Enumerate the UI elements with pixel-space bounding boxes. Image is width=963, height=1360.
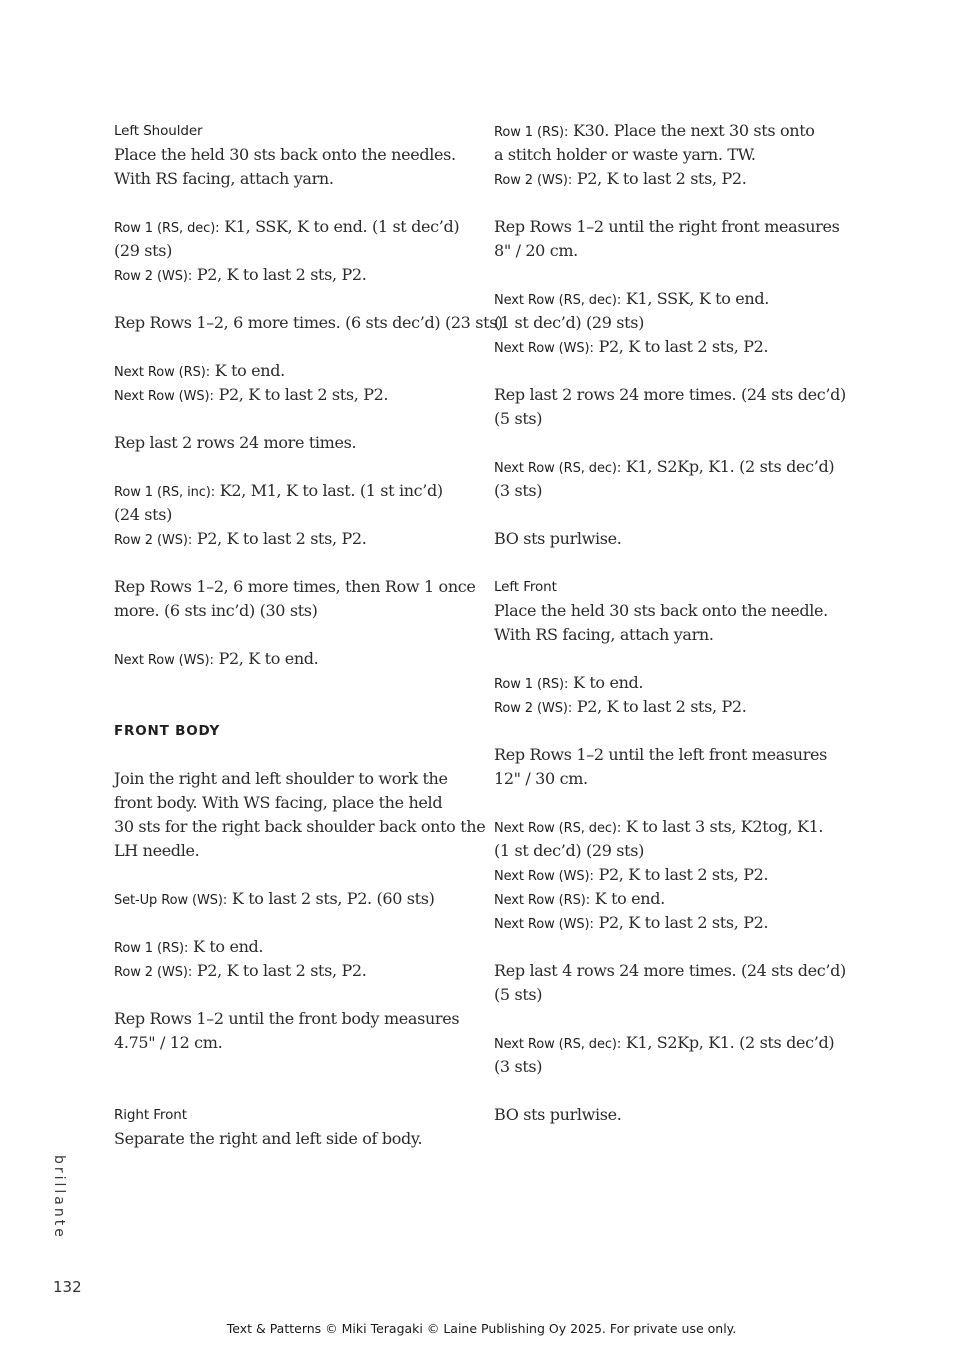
row-label: Row 2 (WS): xyxy=(114,269,193,284)
right-front-heading: Right Front xyxy=(114,1107,187,1123)
instruction-line: 12" / 30 cm. xyxy=(494,769,588,788)
instruction-row xyxy=(494,287,769,311)
instruction-row xyxy=(494,119,815,143)
instruction-line: (3 sts) xyxy=(494,481,543,500)
instruction-line: more. (6 sts inc’d) (30 sts) xyxy=(114,601,318,620)
side-brand-text: brillante xyxy=(51,1155,67,1240)
instruction-row xyxy=(114,383,388,407)
instruction-line: (1 st dec’d) (29 sts) xyxy=(494,841,644,860)
instruction-line: Rep Rows 1–2 until the left front measures xyxy=(494,745,827,764)
row-label: Next Row (WS): xyxy=(494,341,594,356)
instruction-line: Rep Rows 1–2 until the right front measures xyxy=(494,217,840,236)
row-text: K1, SSK, K to end. (1 st dec’d) xyxy=(219,217,460,236)
row-label: Row 2 (WS): xyxy=(494,701,573,716)
instruction-row xyxy=(494,815,823,839)
instruction-row xyxy=(494,863,768,887)
row-label: Row 1 (RS): xyxy=(494,677,569,692)
row-text: P2, K to last 2 sts, P2. xyxy=(572,169,747,188)
instruction-line: front body. With WS facing, place the held xyxy=(114,793,443,812)
row-text: P2, K to last 2 sts, P2. xyxy=(213,385,389,404)
instruction-line: BO sts purlwise. xyxy=(494,529,622,548)
instruction-line: With RS facing, attach yarn. xyxy=(114,169,334,188)
instruction-line: Join the right and left shoulder to work the xyxy=(114,769,448,788)
row-text: K1, SSK, K to end. xyxy=(621,289,769,308)
instruction-line: BO sts purlwise. xyxy=(494,1105,622,1124)
side-brand xyxy=(47,1155,71,1245)
instruction-line: 4.75" / 12 cm. xyxy=(114,1033,223,1052)
row-label: Next Row (WS): xyxy=(114,389,214,404)
instruction-row xyxy=(494,671,643,695)
instruction-line: (1 st dec’d) (29 sts) xyxy=(494,313,644,332)
instruction-row xyxy=(494,695,746,719)
front-body-heading: FRONT BODY xyxy=(114,723,221,739)
row-text: P2, K to end. xyxy=(213,649,319,668)
row-label: Next Row (RS): xyxy=(114,365,210,380)
row-text: K2, M1, K to last. (1 st inc’d) xyxy=(215,481,443,500)
instruction-line: (5 sts) xyxy=(494,409,543,428)
row-text: P2, K to last 2 sts, P2. xyxy=(192,529,367,548)
row-label: Row 1 (RS, dec): xyxy=(114,221,220,236)
instruction-row xyxy=(494,455,834,479)
instruction-line: (29 sts) xyxy=(114,241,172,260)
row-text: P2, K to last 2 sts, P2. xyxy=(572,697,747,716)
instruction-line: Separate the right and left side of body. xyxy=(114,1129,423,1148)
instruction-line: Rep last 4 rows 24 more times. (24 sts dec’d) xyxy=(494,961,846,980)
instruction-row xyxy=(114,935,263,959)
row-text: K1, S2Kp, K1. (2 sts dec’d) xyxy=(621,457,835,476)
left-shoulder-heading: Left Shoulder xyxy=(114,123,203,139)
row-text: P2, K to last 2 sts, P2. xyxy=(593,865,769,884)
row-text: K to last 2 sts, P2. (60 sts) xyxy=(227,889,435,908)
instruction-line: a stitch holder or waste yarn. TW. xyxy=(494,145,756,164)
row-label: Next Row (WS): xyxy=(494,917,594,932)
row-label: Set-Up Row (WS): xyxy=(114,893,228,908)
instruction-line: Place the held 30 sts back onto the needles. xyxy=(114,145,456,164)
instruction-row xyxy=(114,479,443,503)
instruction-line: Rep Rows 1–2 until the front body measures xyxy=(114,1009,460,1028)
row-label: Next Row (RS, dec): xyxy=(494,461,622,476)
row-text: K to end. xyxy=(590,889,665,908)
instruction-line: Rep last 2 rows 24 more times. xyxy=(114,433,357,452)
row-label: Next Row (RS, dec): xyxy=(494,293,622,308)
row-label: Row 1 (RS): xyxy=(114,941,189,956)
instruction-row xyxy=(114,647,318,671)
row-text: P2, K to last 2 sts, P2. xyxy=(192,265,367,284)
instruction-row xyxy=(114,359,285,383)
row-label: Row 2 (WS): xyxy=(494,173,573,188)
row-text: K1, S2Kp, K1. (2 sts dec’d) xyxy=(621,1033,835,1052)
row-label: Next Row (RS, dec): xyxy=(494,1037,622,1052)
row-label: Row 1 (RS): xyxy=(494,125,569,140)
instruction-row xyxy=(494,167,746,191)
instruction-line: Place the held 30 sts back onto the needle. xyxy=(494,601,828,620)
instruction-line: (24 sts) xyxy=(114,505,172,524)
instruction-row xyxy=(114,263,366,287)
row-text: P2, K to last 2 sts, P2. xyxy=(593,337,769,356)
copyright-footer: Text & Patterns © Miki Teragaki © Laine Publishing Oy 2025. For private use only. xyxy=(226,1321,737,1336)
instruction-line: Rep last 2 rows 24 more times. (24 sts dec’d) xyxy=(494,385,846,404)
row-text: K to end. xyxy=(188,937,264,956)
row-text: K to end. xyxy=(210,361,285,380)
row-label: Row 2 (WS): xyxy=(114,533,193,548)
instruction-row xyxy=(494,887,665,911)
instruction-line: With RS facing, attach yarn. xyxy=(494,625,714,644)
instruction-line: 30 sts for the right back shoulder back onto the xyxy=(114,817,486,836)
instruction-row xyxy=(114,959,366,983)
instruction-row xyxy=(494,1031,834,1055)
instruction-row xyxy=(114,527,366,551)
instruction-line: LH needle. xyxy=(114,841,200,860)
instruction-line: Rep Rows 1–2, 6 more times, then Row 1 once xyxy=(114,577,476,596)
row-label: Row 2 (WS): xyxy=(114,965,193,980)
instruction-line: 8" / 20 cm. xyxy=(494,241,578,260)
instruction-line: Rep Rows 1–2, 6 more times. (6 sts dec’d) (23 sts) xyxy=(114,313,503,332)
row-label: Next Row (WS): xyxy=(494,869,594,884)
instruction-line: (3 sts) xyxy=(494,1057,543,1076)
row-label: Next Row (RS, dec): xyxy=(494,821,622,836)
row-text: K30. Place the next 30 sts onto xyxy=(568,121,815,140)
instruction-row xyxy=(114,215,459,239)
row-text: P2, K to last 2 sts, P2. xyxy=(192,961,367,980)
instruction-row xyxy=(114,887,435,911)
row-text: P2, K to last 2 sts, P2. xyxy=(593,913,769,932)
left-front-heading: Left Front xyxy=(494,579,557,595)
row-label: Next Row (WS): xyxy=(114,653,214,668)
row-text: K to end. xyxy=(568,673,644,692)
row-label: Next Row (RS): xyxy=(494,893,590,908)
row-label: Row 1 (RS, inc): xyxy=(114,485,216,500)
instruction-row xyxy=(494,335,768,359)
instruction-line: (5 sts) xyxy=(494,985,543,1004)
instruction-row xyxy=(494,911,768,935)
row-text: K to last 3 sts, K2tog, K1. xyxy=(621,817,824,836)
page-number: 132 xyxy=(53,1278,82,1296)
